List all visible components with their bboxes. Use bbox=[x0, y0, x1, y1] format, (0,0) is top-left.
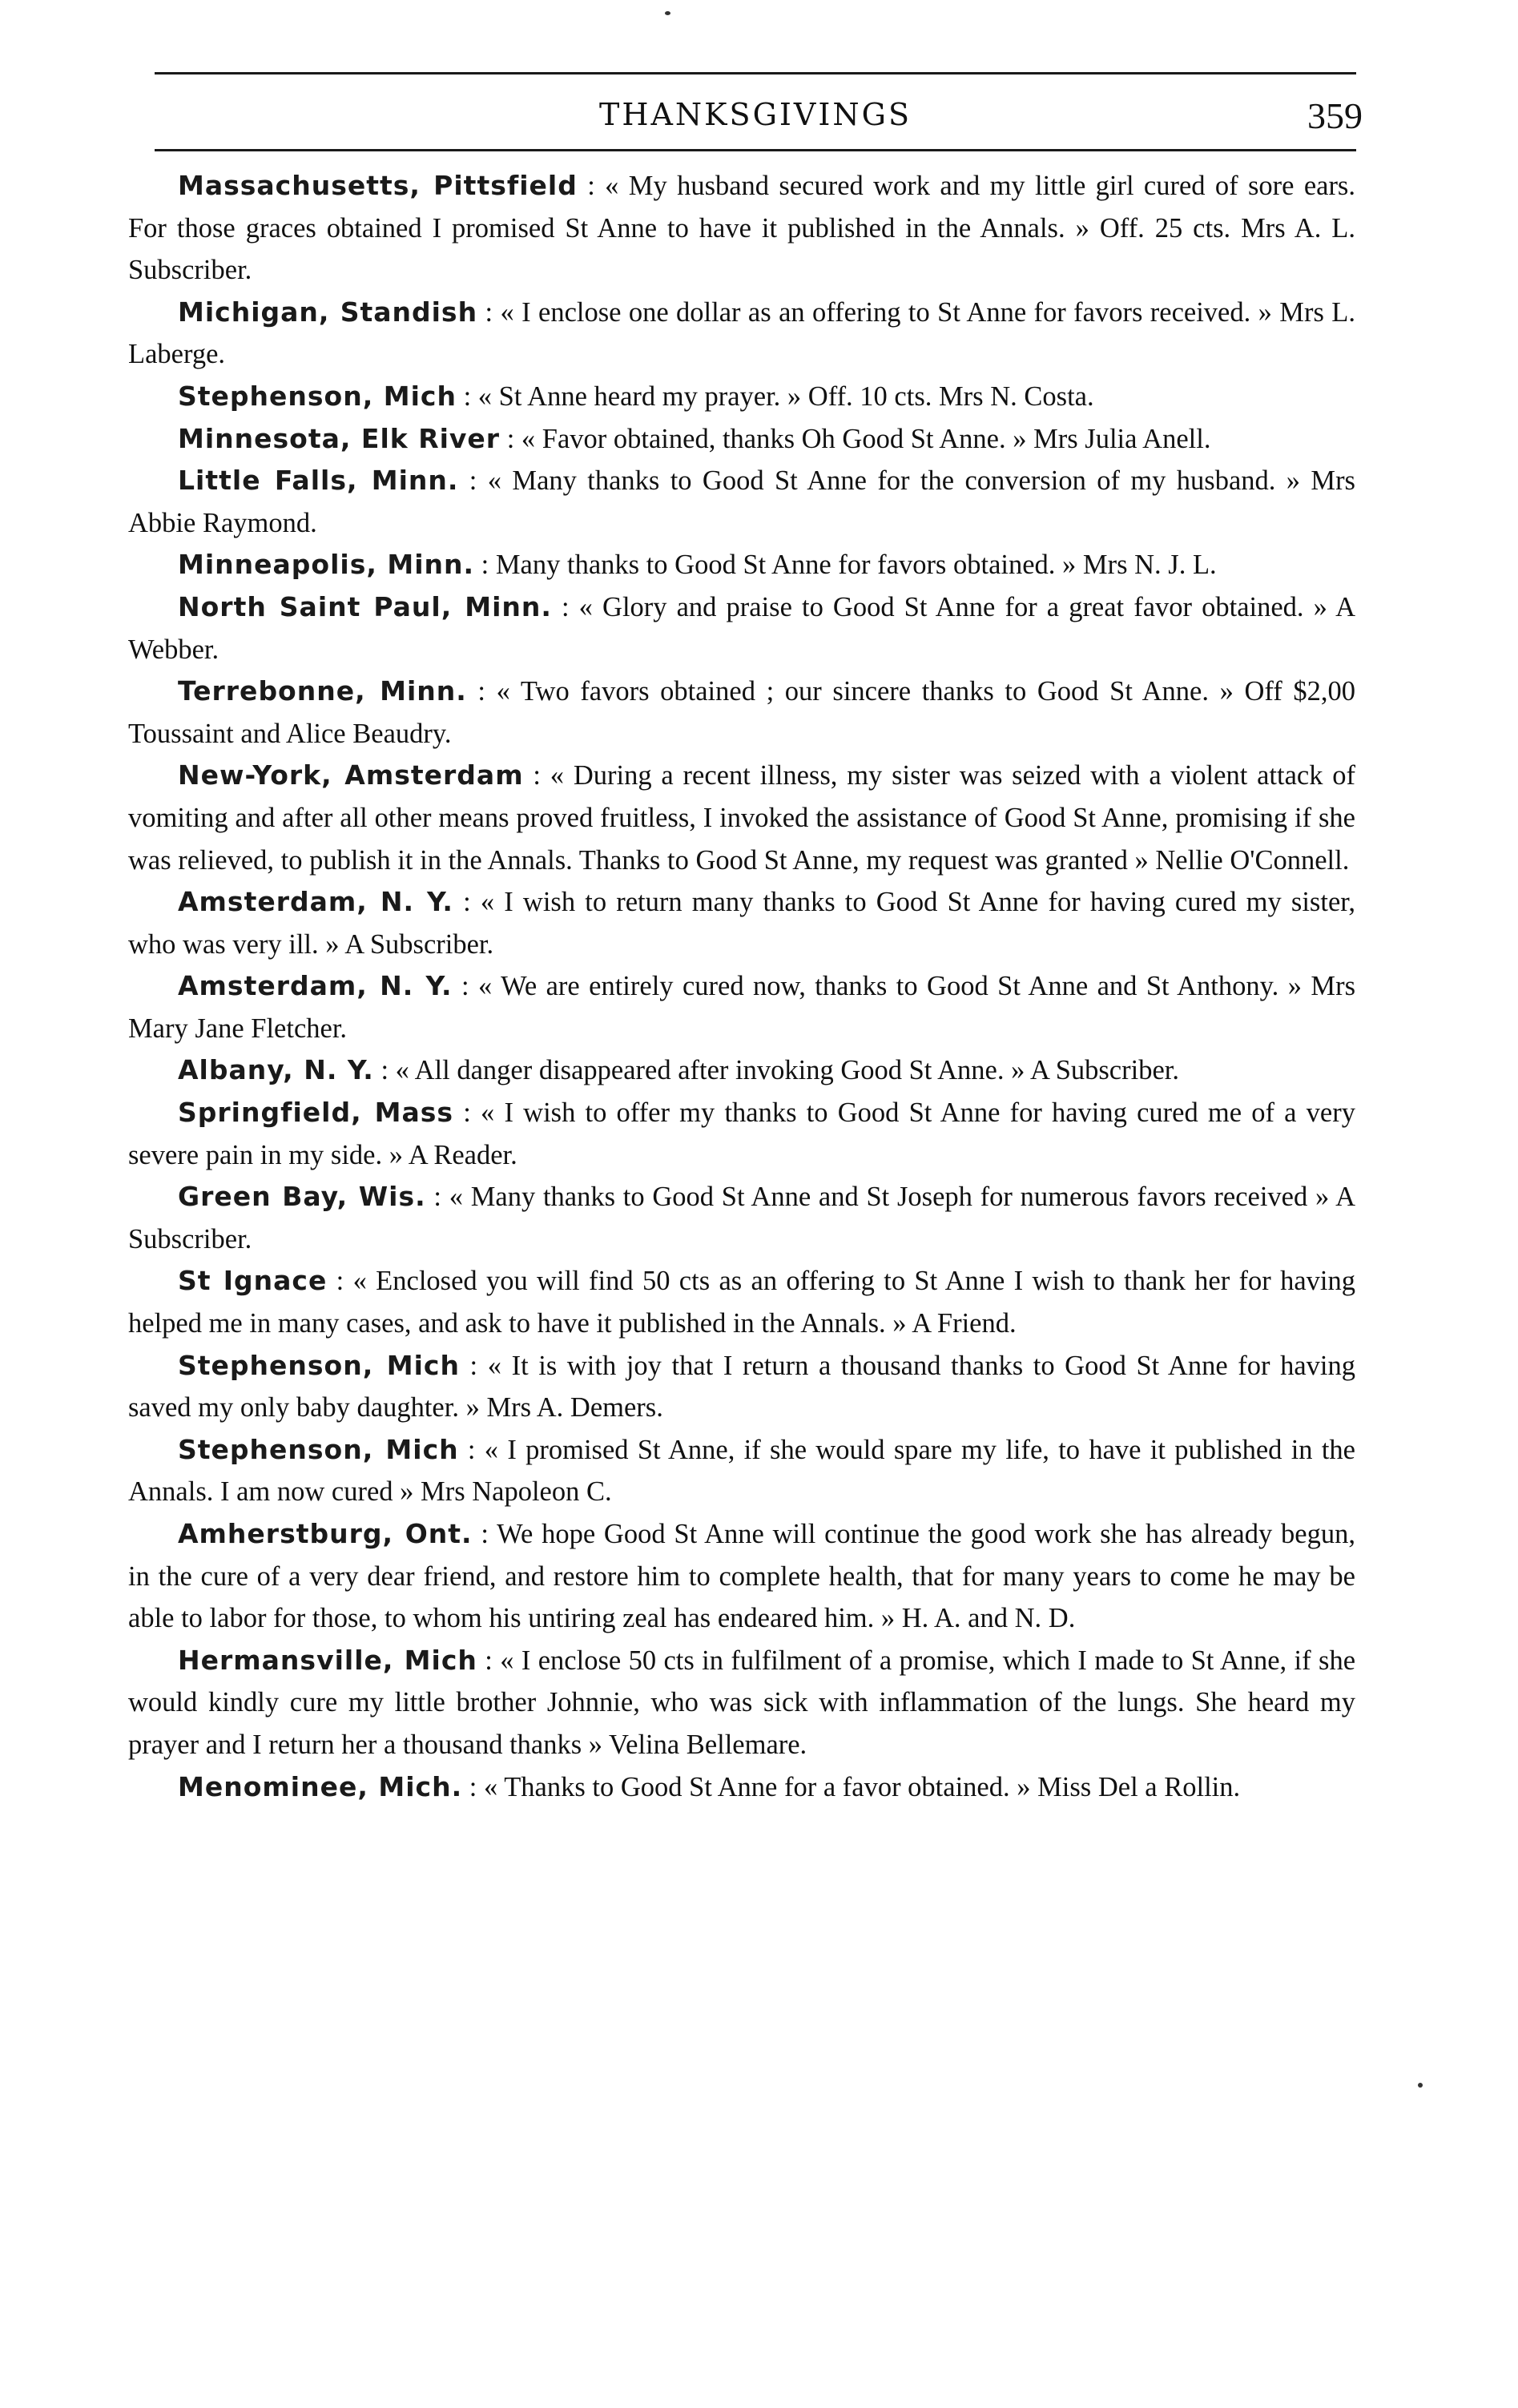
page-header bbox=[155, 90, 1363, 139]
entry-text: : Many thanks to Good St Anne for favors obtained. » Mrs N. J. L. bbox=[474, 550, 1217, 581]
entry-text: : « St Anne heard my prayer. » Off. 10 cts. Mrs N. Costa. bbox=[456, 381, 1094, 412]
entry-text: : « I wish to offer my thanks to Good St Anne for having cured me of a very severe pain in my side. » A Reader. bbox=[128, 1097, 1355, 1170]
entry-text: : « Glory and praise to Good St Anne for a great favor obtained. » A Webber. bbox=[128, 591, 1355, 665]
list-item bbox=[128, 965, 1355, 1049]
entry-text: : « I promised St Anne, if she would spare my life, to have it published in the Annals. I am now cured » Mrs Napoleon C. bbox=[128, 1434, 1355, 1508]
entry-place: Stephenson, Mich bbox=[178, 380, 457, 412]
entry-text: : « Many thanks to Good St Anne and St Joseph for numerous favors received » A Subscriber. bbox=[128, 1182, 1355, 1254]
entry-place: Green Bay, Wis. bbox=[178, 1181, 426, 1213]
entry-text: : « During a recent illness, my sister was seized with a violent attack of vomiting and after all other means proved fruitless, I invoked the assistance of Good St Anne, promising if she was relieved, to publish it in the Annals. Thanks to Good St Anne, my request was granted » Nellie O'Connell. bbox=[128, 760, 1355, 876]
entry-place: Amsterdam, N. Y. bbox=[178, 886, 453, 918]
entry-text: : We hope Good St Anne will continue the good work she has already begun, in the cure of a very dear friend, and restore him to complete health, that for many years to come he may be able to labor for those, to whom his untiring zeal has endeared him. » H. A. and N. D. bbox=[128, 1519, 1355, 1634]
entry-place: Menominee, Mich. bbox=[178, 1770, 463, 1802]
ink-speck bbox=[1418, 2083, 1423, 2088]
entry-place: Amsterdam, N. Y. bbox=[178, 970, 453, 1002]
ink-speck bbox=[665, 11, 670, 15]
list-item bbox=[128, 586, 1355, 670]
list-item bbox=[128, 755, 1355, 881]
entry-place: Stephenson, Mich bbox=[178, 1433, 459, 1465]
running-title: THANKSGIVINGS bbox=[598, 97, 912, 132]
entry-place: Massachusetts, Pittsfield bbox=[178, 170, 578, 201]
page-number: 359 bbox=[1307, 95, 1363, 136]
list-item bbox=[128, 418, 1355, 461]
list-item bbox=[128, 881, 1355, 965]
entry-text: : « Many thanks to Good St Anne for the conversion of my husband. » Mrs Abbie Raymond. bbox=[128, 465, 1355, 538]
entry-text: : « Favor obtained, thanks Oh Good St Anne. » Mrs Julia Anell. bbox=[500, 423, 1211, 454]
entry-text: : « My husband secured work and my little girl cured of sore ears. For those graces obtained I promised St Anne to have it published in the Annals. » Off. 25 cts. Mrs A. L. Subscriber. bbox=[128, 171, 1355, 286]
list-item bbox=[128, 292, 1355, 376]
list-item bbox=[128, 376, 1355, 418]
entry-text: : « Enclosed you will find 50 cts as an offering to St Anne I wish to thank her for having helped me in many cases, and ask to have it published in the Annals. » A Friend. bbox=[128, 1266, 1355, 1339]
entry-text: : « All danger disappeared after invoking Good St Anne. » A Subscriber. bbox=[373, 1055, 1179, 1086]
entry-place: Springfield, Mass bbox=[178, 1097, 454, 1129]
entry-place: Michigan, Standish bbox=[178, 296, 478, 328]
entry-place: Terrebonne, Minn. bbox=[178, 675, 467, 707]
thanksgivings-list bbox=[128, 165, 1355, 1808]
entry-text: : « Thanks to Good St Anne for a favor obtained. » Miss Del a Rollin. bbox=[462, 1771, 1241, 1802]
entry-place: North Saint Paul, Minn. bbox=[178, 590, 552, 622]
entry-place: Stephenson, Mich bbox=[178, 1349, 460, 1381]
entry-text: : « I enclose 50 cts in fulfilment of a promise, which I made to St Anne, if she would kindly cure my little brother Johnnie, who was sick with inflammation of the lungs. She heard my prayer and I return her a thousand thanks » Velina Bellemare. bbox=[128, 1645, 1356, 1760]
entry-place: Minnesota, Elk River bbox=[178, 422, 501, 454]
list-item bbox=[128, 1260, 1355, 1344]
list-item bbox=[128, 1429, 1355, 1513]
list-item bbox=[128, 544, 1355, 586]
header-bottom-rule bbox=[155, 149, 1356, 151]
entry-text: : « Two favors obtained ; our sincere thanks to Good St Anne. » Off $2,00 Toussaint and Alice Beaudry. bbox=[128, 676, 1355, 749]
entry-place: Amherstburg, Ont. bbox=[178, 1518, 473, 1549]
entry-place: Minneapolis, Minn. bbox=[178, 549, 475, 581]
list-item bbox=[128, 460, 1355, 544]
list-item bbox=[128, 1766, 1355, 1809]
entry-place: Little Falls, Minn. bbox=[178, 465, 459, 497]
entry-place: Albany, N. Y. bbox=[178, 1054, 374, 1086]
entry-text: : « I enclose one dollar as an offering to St Anne for favors received. » Mrs L. Laberge. bbox=[128, 296, 1355, 370]
entry-text: : « We are entirely cured now, thanks to Good St Anne and St Anthony. » Mrs Mary Jane Fletcher. bbox=[128, 971, 1355, 1044]
list-item bbox=[128, 165, 1355, 292]
list-item bbox=[128, 1513, 1355, 1640]
entry-text: : « I wish to return many thanks to Good St Anne for having cured my sister, who was very ill. » A Subscriber. bbox=[128, 887, 1355, 960]
entry-place: New-York, Amsterdam bbox=[178, 759, 524, 791]
entry-place: Hermansville, Mich bbox=[178, 1644, 477, 1676]
entry-place: St Ignace bbox=[178, 1265, 328, 1297]
list-item bbox=[128, 670, 1355, 755]
list-item bbox=[128, 1345, 1355, 1429]
list-item bbox=[128, 1176, 1355, 1260]
list-item bbox=[128, 1092, 1355, 1176]
list-item bbox=[128, 1049, 1355, 1092]
entry-text: : « It is with joy that I return a thousand thanks to Good St Anne for having saved my only baby daughter. » Mrs A. Demers. bbox=[128, 1350, 1355, 1423]
header-top-rule bbox=[155, 72, 1356, 74]
list-item bbox=[128, 1640, 1355, 1766]
